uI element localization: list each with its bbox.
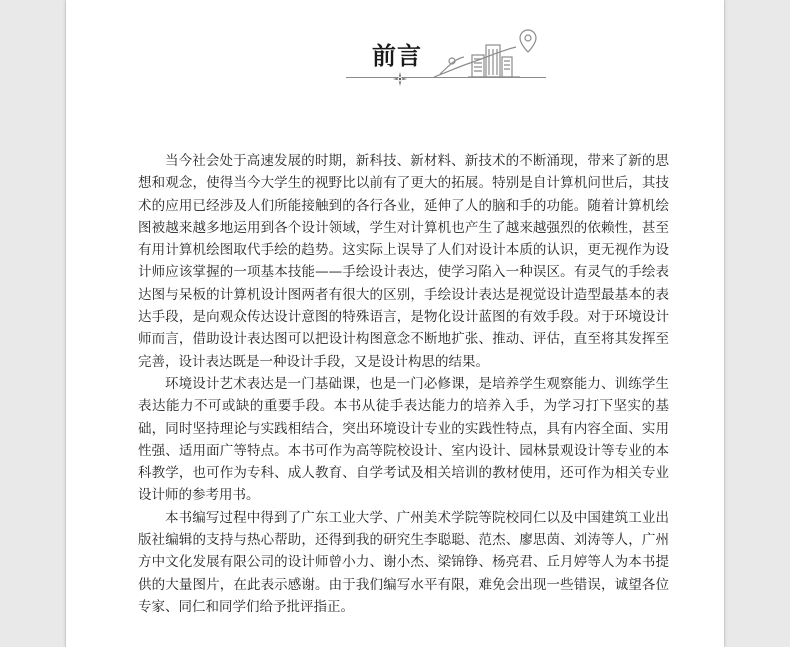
heading-divider — [346, 77, 546, 78]
paragraph: 环境设计艺术表达是一门基础课，也是一门必修课，是培养学生观察能力、训练学生表达能力不可或缺的重要手段。本书从徒手表达能力的培养入手，为学习打下坚实的基础，同时坚持理论与实践相结合，突出环境设计专业的实践性特点，具有内容全面、实用性强、适用面广等特点。本书可作为高等院校设计、室内设计、园林景观设计等专业的本科教学，也可作为专科、成人教育、自学考试及相关培训的教材使用，还可作为相关专业设计师的参考用书。 — [138, 375, 669, 504]
preface-body — [138, 150, 669, 618]
page-title: 前言 — [372, 41, 422, 70]
paragraph: 当今社会处于高速发展的时期，新科技、新材料、新技术的不断涌现，带来了新的思想和观念，使得当今大学生的视野比以前有了更大的拓展。特别是自计算机问世后，其技术的应用已经涉及人们所能接触到的各行各业，延伸了人的脑和手的功能。随着计算机绘图被越来越多地运用到各个设计领域，学生对计算机也产生了越来越强烈的依赖性，甚至有用计算机绘图取代手绘的趋势。这实际上误导了人们对设计本质的认识，更无视作为设计师应该掌握的一项基本技能——手绘设计表达，使学习陷入一种误区。有灵气的手绘表达图与呆板的计算机设计图两者有很大的区别，手绘设计表达是视觉设计造型最基本的表达手段，是向观众传达设计意图的特殊语言，是物化设计蓝图的有效手段。对于环境设计师而言，借助设计表达图可以把设计构图意念不断地扩张、推动、评估，直至将其发挥至完善，设计表达既是一种设计手段，又是设计构思的结果。 — [138, 153, 669, 370]
city-map-decoration-icon — [430, 27, 550, 79]
paragraph: 本书编写过程中得到了广东工业大学、广州美术学院等院校同仁以及中国建筑工业出版社编辑的支持与热心帮助，还得到我的研究生李聪聪、范杰、廖思茵、刘涛等人，广州方中文化发展有限公司的设计师曾小力、谢小杰、梁锦铮、杨亮君、丘月婷等人为本书提供的大量图片，在此表示感谢。由于我们编写水平有限，难免会出现一些错误，诚望各位专家、同仁和同学们给予批评指正。 — [138, 509, 669, 615]
book-page — [66, 0, 724, 647]
ornament-star-icon — [393, 72, 407, 86]
